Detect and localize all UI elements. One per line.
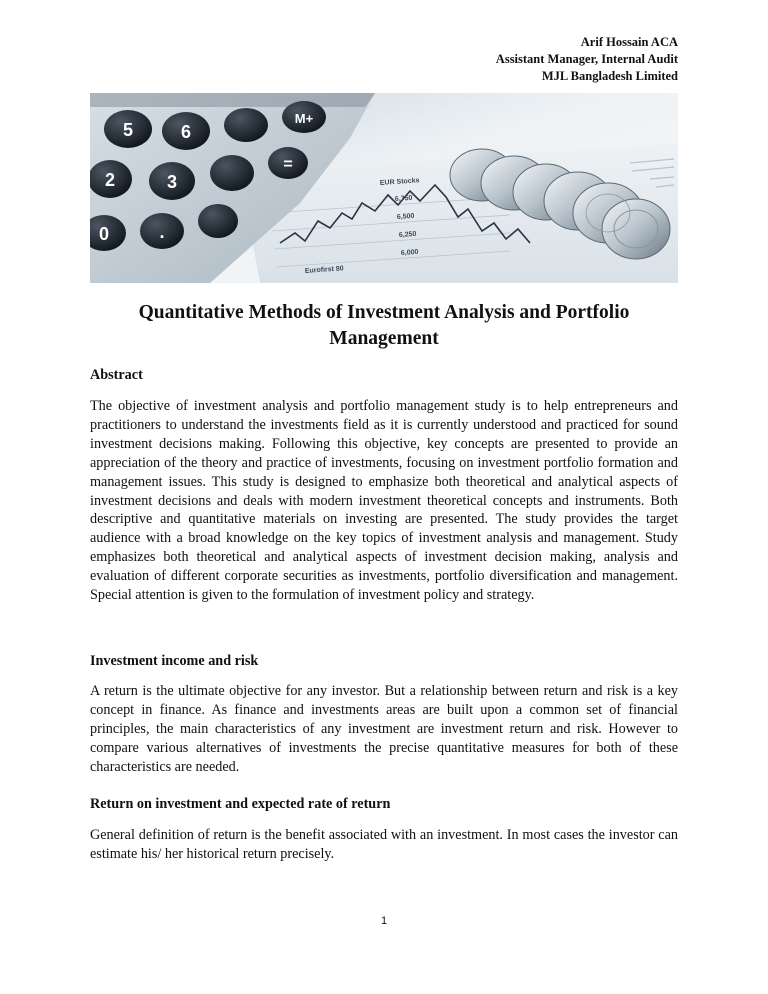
hero-image	[90, 93, 678, 283]
calculator-coins-chart-image	[90, 93, 678, 283]
chart-caption: Eurofirst 80	[304, 265, 344, 275]
chart-caption: EUR Stocks	[379, 177, 420, 187]
calculator-key: =	[283, 156, 293, 173]
calculator-key: 6	[180, 122, 192, 142]
section-text-return-on-investment: General definition of return is the benefit associated with an investment. In most cases the investor can estimate his/ her historical return precisely.	[90, 827, 678, 862]
chart-tick-label: 6,000	[400, 248, 419, 257]
calculator-key: 0	[98, 224, 110, 244]
chart-tick-label: 6,250	[398, 230, 417, 239]
chart-tick-label: 6,750	[394, 194, 413, 203]
author-company: MJL Bangladesh Limited	[541, 69, 678, 83]
calculator-key: 3	[166, 172, 178, 192]
author-role: Assistant Manager, Internal Audit	[495, 52, 678, 66]
chart-tick-label: 6,500	[396, 212, 415, 221]
calculator-key: 5	[122, 120, 134, 140]
section-text-investment-income: A return is the ultimate objective for any investor. But a relationship between return and risk is a key concept in finance. As finance and investments areas are built upon a common set of financial principles, the main characteristics of any investment are investment return and risk. However to compare various alternatives of investments the precise quantitative measures for both of these characteristics are needed.	[90, 683, 678, 775]
calculator-key: 2	[104, 170, 116, 190]
author-block	[496, 34, 678, 85]
author-name: Arif Hossain ACA	[580, 35, 678, 49]
calculator-key: .	[159, 222, 165, 242]
page-number: 1	[380, 915, 388, 927]
section-heading-abstract: Abstract	[90, 367, 143, 383]
section-heading-return-on-investment: Return on investment and expected rate of return	[90, 796, 391, 812]
section-heading-investment-income: Investment income and risk	[90, 653, 259, 669]
calculator-key: M+	[294, 111, 314, 126]
section-text-abstract: The objective of investment analysis and portfolio management study is to help entrepreneurs and practitioners to understand the investments field as it is currently understood and practiced for sound investment decisions making. Following this objective, key concepts are presented to provide an appreciation of the theory and practice of investments, focusing on investment portfolio formation and management issues. This study is designed to emphasize both theoretical and analytical aspects of investment decisions and deals with modern investment theoretical concepts and instruments. Both descriptive and quantitative materials on investing are presented. The study provides the target audience with a broad knowledge on the key topics of investment analysis and management. Study emphasizes both theoretical and analytical aspects of investment decision making, analysis and evaluation of different corporate securities as investments, portfolio diversification and management. Special attention is given to the formulation of investment policy and strategy.	[90, 398, 678, 604]
document-title: Quantitative Methods of Investment Analysis and Portfolio Management	[138, 302, 630, 349]
